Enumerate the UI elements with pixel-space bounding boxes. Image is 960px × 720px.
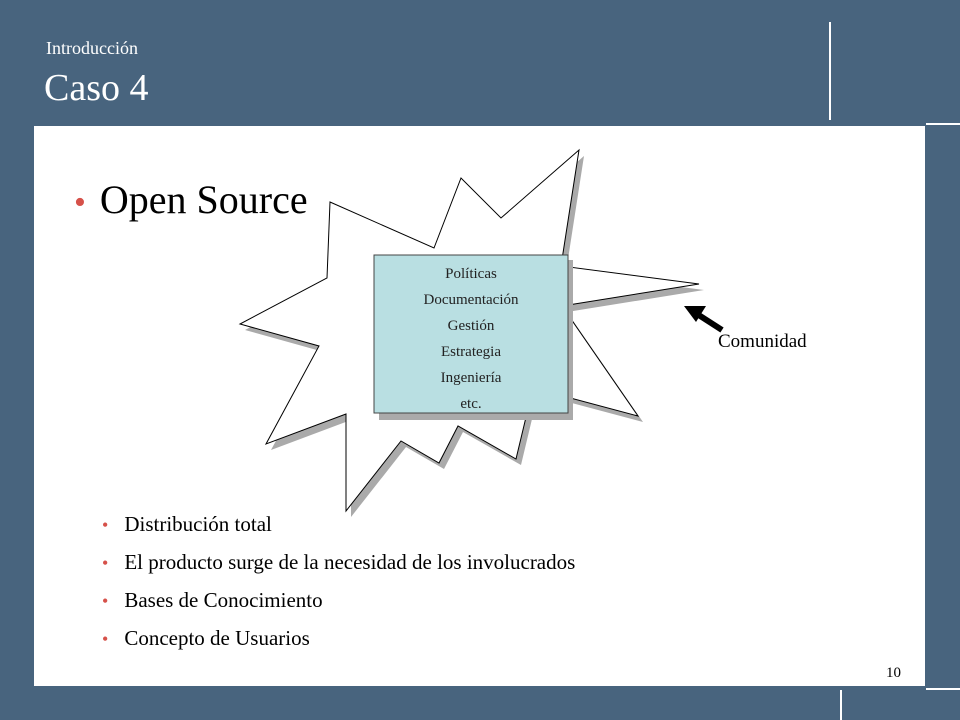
- slide-subtitle: Introducción: [46, 38, 138, 58]
- list-item: • Concepto de Usuarios: [102, 626, 310, 650]
- frame-vertical-line-top: [829, 22, 831, 120]
- bullet-dot: •: [102, 515, 109, 535]
- bullet-dot: •: [102, 629, 109, 649]
- list-item: • El producto surge de la necesidad de los involucrados: [102, 550, 576, 574]
- main-bullet: [74, 176, 308, 227]
- bullet-dot: •: [102, 553, 109, 573]
- bullet-list: [102, 506, 575, 658]
- frame-horizontal-line-bottom: [926, 688, 960, 690]
- box-item-ingenieria: Ingeniería: [440, 370, 502, 386]
- box-item-gestion: Gestión: [447, 318, 495, 334]
- list-item: • Bases de Conocimiento: [102, 588, 323, 612]
- box-item-estrategia: Estrategia: [441, 344, 501, 360]
- frame-horizontal-line-right: [926, 123, 960, 125]
- frame-vertical-line-bottom: [840, 690, 842, 720]
- slide-title: Caso 4: [44, 67, 149, 109]
- box-item-etc: etc.: [460, 396, 482, 412]
- slide-content: [34, 126, 925, 686]
- page-number: 10: [886, 665, 901, 681]
- bullet-dot: •: [102, 591, 109, 611]
- main-bullet-text: Open Source: [99, 177, 308, 222]
- arrow-icon: [684, 306, 722, 330]
- bullet-dot: •: [74, 184, 86, 221]
- box-item-politicas: Políticas: [445, 266, 497, 282]
- box-item-documentacion: Documentación: [423, 292, 519, 308]
- comunidad-label: Comunidad: [718, 331, 807, 352]
- concept-box-text: [374, 261, 568, 417]
- list-item: • Distribución total: [102, 512, 272, 536]
